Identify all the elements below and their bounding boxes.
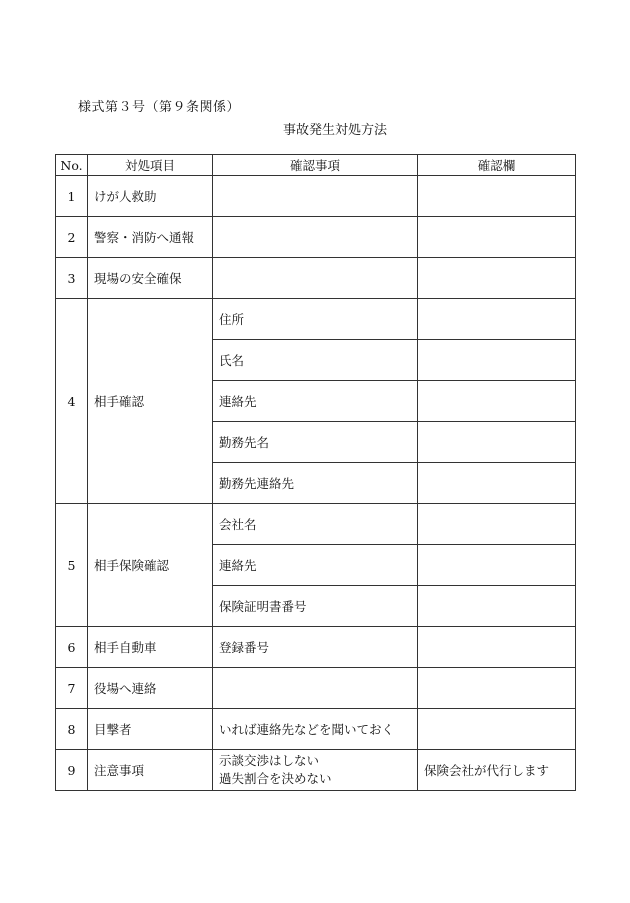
- row-number: 7: [56, 668, 88, 709]
- header-no: No.: [56, 155, 88, 176]
- row-number: 5: [56, 504, 88, 627]
- table-header-row: [56, 155, 576, 176]
- row-item: 注意事項: [88, 750, 213, 791]
- table-row: [56, 504, 576, 545]
- row-check: 勤務先名: [213, 422, 418, 463]
- row-item: 目撃者: [88, 709, 213, 750]
- row-check: [213, 258, 418, 299]
- row-number: 1: [56, 176, 88, 217]
- row-confirm-column: [418, 627, 576, 668]
- row-item: 相手確認: [88, 299, 213, 504]
- table-row: [56, 709, 576, 750]
- row-check: 住所: [213, 299, 418, 340]
- row-confirm-column: [418, 299, 576, 340]
- row-number: 2: [56, 217, 88, 258]
- table-row: [56, 258, 576, 299]
- row-confirm-column: [418, 381, 576, 422]
- check-line: 過失割合を決めない: [219, 771, 332, 786]
- row-check: [213, 176, 418, 217]
- row-item: 相手保険確認: [88, 504, 213, 627]
- table-row: [56, 750, 576, 791]
- row-check: [213, 750, 418, 791]
- row-check: 連絡先: [213, 545, 418, 586]
- table-row: [56, 299, 576, 340]
- row-confirm-column: 保険会社が代行します: [418, 750, 576, 791]
- row-number: 6: [56, 627, 88, 668]
- row-confirm-column: [418, 668, 576, 709]
- header-column: 確認欄: [418, 155, 576, 176]
- row-item: けが人救助: [88, 176, 213, 217]
- row-confirm-column: [418, 504, 576, 545]
- row-check: 連絡先: [213, 381, 418, 422]
- row-confirm-column: [418, 463, 576, 504]
- row-confirm-column: [418, 709, 576, 750]
- form-label: 様式第３号（第９条関係）: [78, 100, 241, 115]
- row-confirm-column: [418, 176, 576, 217]
- row-item: 現場の安全確保: [88, 258, 213, 299]
- table-row: [56, 668, 576, 709]
- row-confirm-column: [418, 258, 576, 299]
- table-row: [56, 176, 576, 217]
- row-check: いれば連絡先などを聞いておく: [213, 709, 418, 750]
- table-row: [56, 217, 576, 258]
- row-check: [213, 668, 418, 709]
- table-row: [56, 627, 576, 668]
- row-confirm-column: [418, 217, 576, 258]
- row-confirm-column: [418, 545, 576, 586]
- header-check: 確認事項: [213, 155, 418, 176]
- row-confirm-column: [418, 422, 576, 463]
- row-confirm-column: [418, 586, 576, 627]
- row-check: 登録番号: [213, 627, 418, 668]
- row-check: 会社名: [213, 504, 418, 545]
- procedure-table: [55, 154, 576, 791]
- row-check: 氏名: [213, 340, 418, 381]
- row-check: 保険証明書番号: [213, 586, 418, 627]
- row-check: [213, 217, 418, 258]
- row-item: 役場へ連絡: [88, 668, 213, 709]
- row-item: 相手自動車: [88, 627, 213, 668]
- check-line: 示談交渉はしない: [219, 753, 320, 768]
- row-number: 4: [56, 299, 88, 504]
- document-title: 事故発生対処方法: [282, 123, 387, 138]
- row-confirm-column: [418, 340, 576, 381]
- row-number: 3: [56, 258, 88, 299]
- row-number: 9: [56, 750, 88, 791]
- row-number: 8: [56, 709, 88, 750]
- row-check: 勤務先連絡先: [213, 463, 418, 504]
- header-item: 対処項目: [88, 155, 213, 176]
- row-item: 警察・消防へ通報: [88, 217, 213, 258]
